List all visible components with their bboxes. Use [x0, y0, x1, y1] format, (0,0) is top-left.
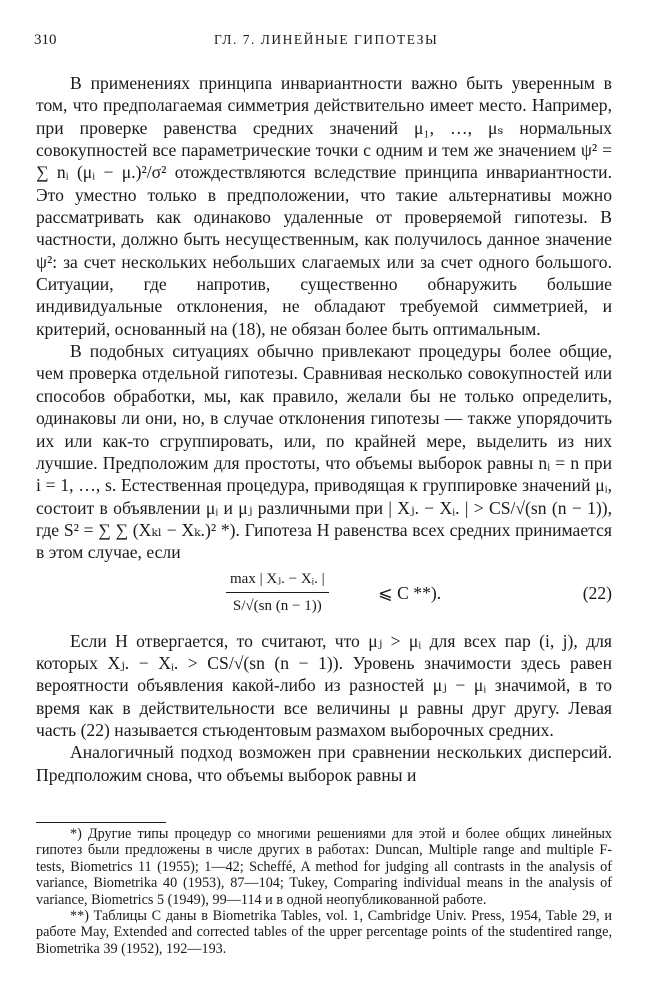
equation-fraction	[226, 568, 329, 618]
footnote-rule	[36, 822, 166, 823]
paragraph-2: В подобных ситуациях обычно привлекают процедуры более общие, чем проверка отдельной гипотезы. Сравнивая несколько совокупностей или способов обработки, мы, как правило, желали бы не только определить, одинаковы ли они, но, в случае отклонения гипотезы — также упорядочить их или как-то сгруппировать, или, по крайней мере, выделить из них лучшие. Предположим для простоты, что объемы выборок равны nᵢ = n при i = 1, …, s. Естественная процедура, приводящая к группировке значений μᵢ, состоит в объявлении μᵢ и μⱼ различными при | Xⱼ. − Xᵢ. | > CS/√(sn (n − 1)), где S² = ∑ ∑ (Xₖₗ − Xₖ.)² *). Гипотеза H равенства всех средних принимается в этом случае, если	[36, 341, 612, 563]
equation-number: (22)	[582, 582, 612, 603]
equation-22	[36, 564, 612, 630]
paragraph-3: Если H отвергается, то считают, что μⱼ > μᵢ для всех пар (i, j), для которых Xⱼ. − Xᵢ. > CS/√(sn (n − 1)). Уровень значимости здесь равен вероятности объявления какой-либо из разностей μⱼ − μᵢ значимой, в то время как в действительности все величины μ равны друг другу. Левая часть (22) называется стьюдентовым размахом выборочных средних.	[36, 630, 612, 740]
footnotes	[36, 826, 612, 957]
footnote-1: *) Другие типы процедур со многими решениями для этой и более общих линейных гипотез были предложены в числе других в работах: Duncan, Multiple range and multiple F-tests, Biometrics 11 (1955); 1—42; Scheffé, A method for judging all contrasts in the analysis of variance, Biometrika 40 (1953), 87—104; Tukey, Comparing individual means in the analysis of variance, Biometrics 5 (1949), 99—114 и в одной неопубликованной работе.	[36, 826, 612, 908]
running-title: ГЛ. 7. ЛИНЕЙНЫЕ ГИПОТЕЗЫ	[214, 32, 439, 47]
paragraph-1: В применениях принципа инвариантности важно быть уверенным в том, что предполагаемая симметрия действительно имеет место. Например, при проверке равенства средних значений μ₁, …, μₛ нормальных совокупностей все параметрические точки с одним и тем же значением ψ² = ∑ nᵢ (μᵢ − μ.)²/σ² отождествляются вследствие принципа инвариантности. Это уместно только в предположении, что такие альтернативы можно рассматривать как одинаково удаленные от проверяемой гипотезы. В частности, должно быть несущественным, как получилось данное значение ψ²: за счет нескольких небольших слагаемых или за счет одного большого. Ситуации, где напротив, существенно обнаружить большие индивидуальные отклонения, не обладают требуемой симметрией, и критерий, основанный на (18), не обязан более быть оптимальным.	[36, 73, 612, 339]
main-text	[36, 72, 612, 786]
page-number: 310	[34, 32, 57, 48]
equation-numerator: max | Xⱼ. − Xᵢ. |	[226, 568, 329, 593]
page-header	[34, 32, 614, 54]
equation-denominator: S/√(sn (n − 1))	[232, 597, 322, 614]
paragraph-4: Аналогичный подход возможен при сравнении нескольких дисперсий. Предположим снова, что объемы выборок равны и	[36, 742, 612, 785]
footnote-2: **) Таблицы C даны в Biometrika Tables, vol. 1, Cambridge Univ. Press, 1954, Table 29, и работе May, Extended and corrected tables of the upper percentage points of the studentired range, Biometrika 39 (1952), 192—193.	[36, 908, 612, 957]
equation-tail: ⩽ C **).	[378, 582, 442, 603]
